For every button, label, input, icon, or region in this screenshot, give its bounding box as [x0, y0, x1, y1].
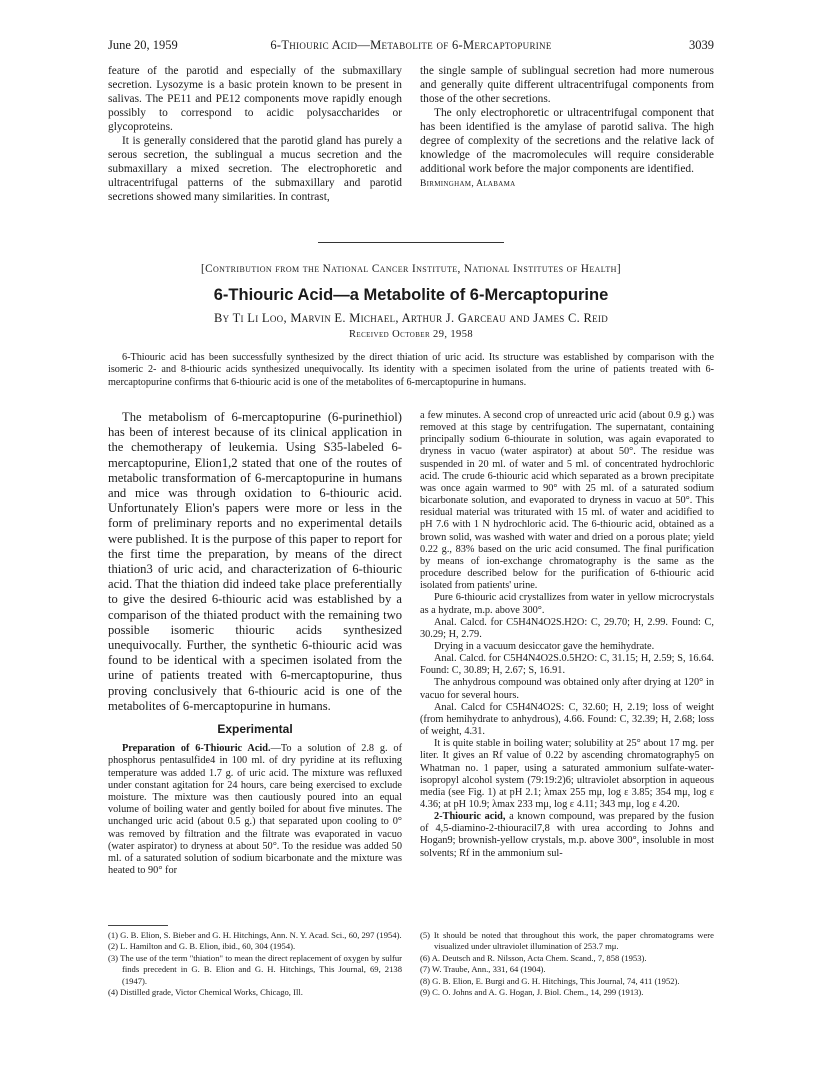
- preparation-paragraph: [108, 743, 402, 877]
- thiouric-2-text: a known compound, was prepared by the fusion of 4,5-diamino-2-thiouracil7,8 with urea according to Johns and Hogan9; brownish-yellow crystals, m.p. above 300°, insoluble in most solvents; Rf in the ammonium sul-: [420, 811, 714, 859]
- drying-note: Drying in a vacuum desiccator gave the hemihydrate.: [434, 640, 655, 652]
- footnote: (4) Distilled grade, Victor Chemical Works, Chicago, Ill.: [108, 987, 303, 998]
- footnote: (7) W. Traube, Ann., 331, 64 (1904).: [420, 964, 546, 975]
- section-heading-experimental: Experimental: [217, 722, 293, 737]
- preparation-text: —To a solution of 2.8 g. of phosphorus pentasulfide4 in 100 ml. of dry pyridine at its refluxing temperature was added 1.7 g. of uric acid. The mixture was refluxed under constant agitation for 24 hours, care being exercised to exclude moisture. The mixture was then cautiously poured into an equal volume of boiling water and gently boiled for about five minutes. The unchanged uric acid (about 0.5 g.) that separated upon cooling to 0° was removed by filtration and the filtrate was evaporated in vacuo (water aspirator) to dryness at about 50°. To the residue was added 50 ml. of a saturated solution of sodium bicarbonate and the mixture was heated to 90° for: [108, 743, 403, 877]
- thiouric-2-paragraph: [420, 811, 714, 860]
- procedure-paragraph: a few minutes. A second crop of unreacted uric acid (about 0.9 g.) was removed at this stage by centrifugation. The supernatant, containing principally sodium 6-thiourate in solution, was again evaporated to dryness in vacuo (water aspirator) at about 50°. The residue was suspended in 20 ml. of water and 5 ml. of concentrated hydrochloric acid. The crude 6-thiouric acid which separated as a brown precipitate was once again warmed to 90° with 25 ml. of a saturated sodium bicarbonate solution, and evaporated to dryness in vacuo at 50°. This residual material was triturated with 15 ml. of water and acidified to pH 7.6 with 1 N hydrochloric acid. The 6-thiouric acid, obtained as a brown solid, was washed with water and dried on a porous plate; yield 0.22 g., 83% based on the uric acid consumed. The final purification by means of ion-exchange chromatography is the same as the procedure described below for the purification of 6-thiouric acid isolated from patients' urine.: [420, 410, 714, 592]
- crystallization-paragraph: Pure 6-thiouric acid crystallizes from water in yellow microcrystals as a hydrate, m.p. above 300°.: [420, 592, 714, 616]
- footnote: (8) G. B. Elion, E. Burgi and G. H. Hitchings, This Journal, 74, 411 (1952).: [420, 975, 680, 986]
- carryover-paragraph: The only electrophoretic or ultracentrifugal component that has been identified is the amylase of parotid saliva. The high degree of complexity of the secretions and the relative lack of knowledge of the macromolecules will require considerable additional work before the major components are identified.: [420, 107, 714, 175]
- author-list: By Ti Li Loo, Marvin E. Michael, Arthur J. Garceau and James C. Reid: [213, 311, 609, 325]
- page-number: 3039: [689, 38, 714, 52]
- previous-article-left-column: [108, 64, 402, 204]
- anhydrous-note: The anhydrous compound was obtained only after drying at 120° in vacuo for several hours.: [420, 677, 714, 701]
- contribution-line: [Contribution from the National Cancer Institute, National Institutes of Health]: [201, 263, 621, 275]
- footnote: (6) A. Deutsch and R. Nilsson, Acta Chem. Scand., 7, 858 (1953).: [420, 952, 647, 963]
- preparation-heading: Preparation of 6-Thiouric Acid.: [122, 743, 271, 755]
- analysis-line: Anal. Calcd. for C5H4N4O2S.0.5H2O: C, 31.15; H, 2.59; S, 16.64. Found: C, 30.89; H, 2.67; S, 16.91.: [420, 653, 714, 677]
- carryover-paragraph: the single sample of sublingual secretion had more numerous and generally quite different ultracentrifugal components from those of the other secretions.: [420, 65, 714, 105]
- running-title: 6-Thiouric Acid—Metabolite of 6-Mercaptopurine: [270, 38, 552, 52]
- footnote: (5) It should be noted that throughout this work, the paper chromatograms were visualized under ultraviolet illumination of 253.7 mμ.: [420, 930, 714, 952]
- footnotes-left: [108, 930, 402, 998]
- abstract: [108, 352, 714, 389]
- body-right-column: [420, 410, 714, 860]
- footnote: (2) L. Hamilton and G. B. Elion, ibid., 60, 304 (1954).: [108, 941, 296, 952]
- article-title: 6-Thiouric Acid—a Metabolite of 6-Mercaptopurine: [213, 286, 609, 304]
- introduction-paragraph: The metabolism of 6-mercaptopurine (6-purinethiol) has been of interest because of its clinical application in the chemotherapy of leukemia. Using S35-labeled 6-mercaptopurine, Elion1,2 stated that one of the routes of metabolic transformation of 6-mercaptopurine in humans and mice was through oxidation to 6-thiouric acid. Unfortunately Elion's papers were more or less in the form of preliminary reports and no experimental details were published. It is the purpose of this paper to report for the first time the preparation, by means of the direct thiation3 of uric acid, and characterization of 6-thiouric acid. That the thiation did indeed take place preferentially to give the desired 6-thiouric acid was established by a comparison of the thiated product with the remaining two possible isomeric thiouric acids synthesized unequivocally. Further, the synthetic 6-thiouric acid was found to be identical with a specimen isolated from the urine of patients treated with 6-mercaptopurine, thus proving conclusively that 6-thiouric acid is one of the metabolites of 6-mercaptopurine in humans.: [108, 410, 402, 713]
- running-head: [108, 38, 714, 54]
- article-separator-rule: [318, 242, 504, 243]
- issue-date: June 20, 1959: [108, 38, 178, 52]
- body-left-column: [108, 410, 402, 878]
- analysis-line: Anal. Calcd. for C5H4N4O2S.H2O: C, 29.70; H, 2.99. Found: C, 30.29; H, 2.79.: [420, 616, 714, 640]
- thiouric-2-heading: 2-Thiouric acid,: [434, 811, 506, 823]
- footnote: (1) G. B. Elion, S. Bieber and G. H. Hitchings, Ann. N. Y. Acad. Sci., 60, 297 (1954).: [108, 930, 402, 940]
- previous-article-right-column: [420, 64, 714, 191]
- footnote-rule: [108, 925, 168, 926]
- properties-paragraph: It is quite stable in boiling water; solubility at 25° about 17 mg. per liter. It gives an Rf value of 0.22 by ascending chromatography5 on Whatman no. 1 paper, using a saturated ammonium sulfate-water-isopropyl alcohol system (79:19:2)6; ultraviolet absorption in aqueous media (see Fig. 1) at pH 2.1; λmax 255 mμ, log ε 3.85; 354 mμ, log ε 4.36; at pH 10.9; λmax 233 mμ, log ε 4.11; 343 mμ, log ε 4.20.: [420, 738, 714, 810]
- author-address: Birmingham, Alabama: [420, 179, 516, 189]
- analysis-line: Anal. Calcd for C5H4N4O2S: C, 32.60; H, 2.19; loss of weight (from hemihydrate to anhydrous), 4.66. Found: C, 32.39; H, 2.68; loss of weight, 4.31.: [420, 701, 714, 738]
- carryover-paragraph: feature of the parotid and especially of the submaxillary secretion. Lysozyme is a basic protein known to be present in salivas. The PE11 and PE12 components move rapidly enough possibly to correspond to acidic polysaccharides or glycoproteins.: [108, 65, 402, 133]
- abstract-text: 6-Thiouric acid has been successfully synthesized by the direct thiation of uric acid. Its structure was established by comparison with the isomeric 2- and 8-thiouric acids synthesized unequivocally. Its identity with a specimen isolated from the urine of patients treated with 6-mercaptopurine confirms that 6-thiouric acid is one of the metabolites of 6-mercaptopurine in humans.: [108, 352, 714, 388]
- footnote: (3) The use of the term "thiation" to mean the direct replacement of oxygen by sulfur finds precedent in G. B. Elion and G. H. Hitchings, This Journal, 69, 2138 (1947).: [108, 952, 402, 986]
- received-date: Received October 29, 1958: [348, 329, 473, 340]
- footnotes-right: [420, 930, 714, 998]
- footnote: (9) C. O. Johns and A. G. Hogan, J. Biol. Chem., 14, 299 (1913).: [420, 987, 644, 998]
- carryover-paragraph: It is generally considered that the parotid gland has purely a serous secretion, the sublingual a mucus secretion and the submaxillary a mixed secretion. The electrophoretic and ultracentrifugal patterns of the submaxillary and parotid secretions showed many similarities. In contrast,: [108, 135, 402, 203]
- article-header: [108, 262, 714, 342]
